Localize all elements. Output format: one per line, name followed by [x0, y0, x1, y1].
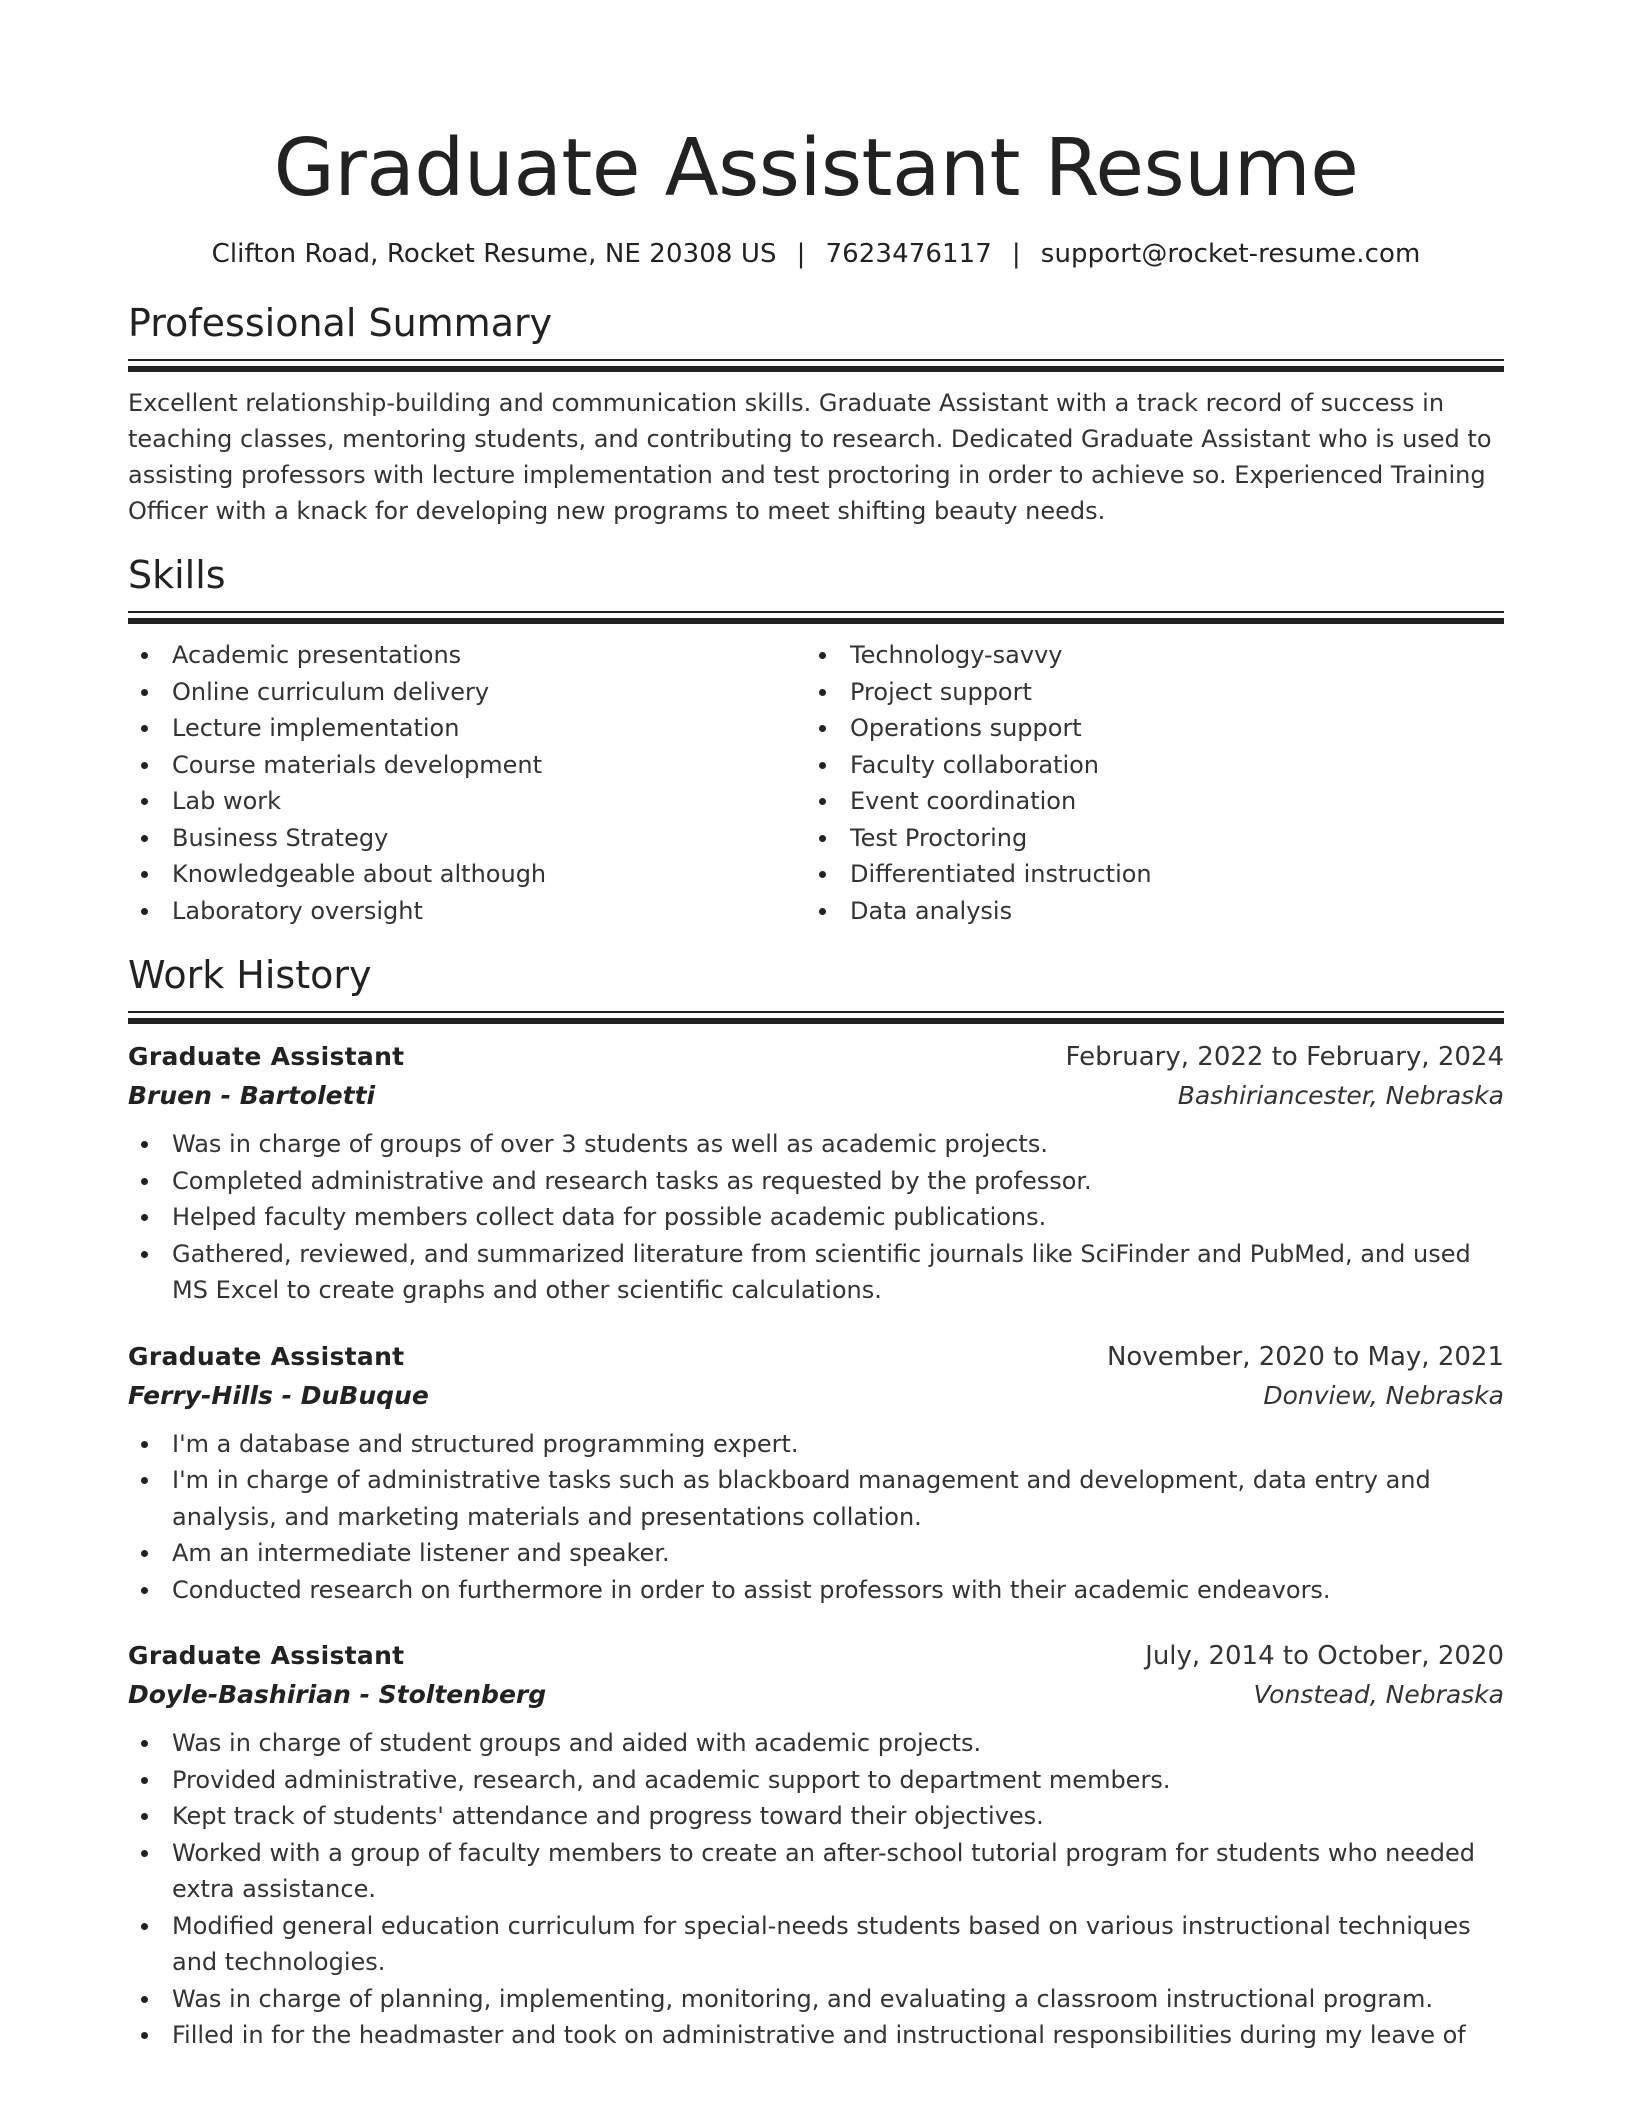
- duty-item: I'm a database and structured programming expert.: [128, 1426, 1504, 1463]
- work-history-section: [128, 951, 1504, 2054]
- contact-separator: |: [796, 239, 806, 269]
- summary-text: Excellent relationship-building and communication skills. Graduate Assistant with a track record of success in teaching classes, mentoring students, and contributing to research. Dedicated Graduate Assistant who is used to assisting professors with lecture implementation and test proctoring in order to achieve so. Experienced Training Officer with a knack for developing new programs to meet shifting beauty needs.: [128, 389, 1492, 525]
- skill-item: Test Proctoring: [806, 820, 1484, 857]
- contact-separator: |: [1011, 239, 1021, 269]
- contact-email: support@rocket-resume.com: [1040, 239, 1421, 269]
- duty-item: Completed administrative and research tasks as requested by the professor.: [128, 1163, 1504, 1200]
- job-title: Graduate Assistant: [128, 1042, 405, 1071]
- duty-item: Modified general education curriculum for special-needs students based on various instructional techniques and technologies.: [128, 1908, 1504, 1981]
- resume-page: [128, 0, 1504, 2054]
- job-entry: [128, 1637, 1504, 2054]
- duty-item: Helped faculty members collect data for possible academic publications.: [128, 1199, 1504, 1236]
- duty-item: Filled in for the headmaster and took on administrative and instructional responsibilities during my leave of: [128, 2017, 1504, 2054]
- job-location: Bashiriancester, Nebraska: [1177, 1081, 1504, 1110]
- skill-item: Lecture implementation: [128, 710, 806, 747]
- job-title: Graduate Assistant: [128, 1341, 405, 1371]
- skill-item: Operations support: [806, 710, 1484, 747]
- skill-item: Lab work: [128, 783, 806, 820]
- job-entry: [128, 1338, 1504, 1609]
- skill-item: Course materials development: [128, 747, 806, 784]
- skill-item: Online curriculum delivery: [128, 674, 806, 711]
- contact-line: [128, 237, 1504, 271]
- job-dates: July, 2014 to October, 2020: [1145, 1641, 1504, 1671]
- job-entry: [128, 1038, 1504, 1309]
- skills-list: [128, 637, 1504, 929]
- skills-column-right: [806, 637, 1484, 929]
- job-duties: [128, 1126, 1504, 1309]
- duty-item: Was in charge of planning, implementing, monitoring, and evaluating a classroom instructional program.: [128, 1981, 1504, 2018]
- skills-heading: Skills: [128, 553, 226, 597]
- duty-item: Was in charge of student groups and aided with academic projects.: [128, 1725, 1504, 1762]
- skill-item: Business Strategy: [128, 820, 806, 857]
- skill-item: Project support: [806, 674, 1484, 711]
- skill-item: Data analysis: [806, 893, 1484, 930]
- job-company: Doyle-Bashirian - Stoltenberg: [128, 1680, 547, 1709]
- section-divider: [128, 1011, 1504, 1024]
- skill-item: Event coordination: [806, 783, 1484, 820]
- contact-address: Clifton Road, Rocket Resume, NE 20308 US: [211, 239, 777, 269]
- duty-item: Kept track of students' attendance and progress toward their objectives.: [128, 1798, 1504, 1835]
- job-location: Donview, Nebraska: [1263, 1380, 1504, 1410]
- summary-section: [128, 299, 1504, 529]
- job-company: Ferry-Hills - DuBuque: [128, 1380, 429, 1410]
- job-dates: February, 2022 to February, 2024: [1065, 1042, 1504, 1072]
- duty-item: I'm in charge of administrative tasks such as blackboard management and development, data entry and analysis, and marketing materials and presentations collation.: [128, 1462, 1504, 1535]
- duty-item: Worked with a group of faculty members to create an after-school tutorial program for students who needed extra assistance.: [128, 1835, 1504, 1908]
- job-duties: [128, 1426, 1504, 1609]
- skill-item: Faculty collaboration: [806, 747, 1484, 784]
- job-location: Vonstead, Nebraska: [1253, 1680, 1504, 1709]
- contact-phone: 7623476117: [825, 239, 992, 269]
- skill-item: Knowledgeable about although: [128, 856, 806, 893]
- skill-item: Technology-savvy: [806, 637, 1484, 674]
- duty-item: Provided administrative, research, and academic support to department members.: [128, 1762, 1504, 1799]
- summary-heading: Professional Summary: [128, 301, 553, 345]
- skill-item: Differentiated instruction: [806, 856, 1484, 893]
- job-title: Graduate Assistant: [128, 1641, 405, 1670]
- duty-item: Was in charge of groups of over 3 students as well as academic projects.: [128, 1126, 1504, 1163]
- section-divider: [128, 359, 1504, 372]
- skills-section: [128, 551, 1504, 929]
- duty-item: Am an intermediate listener and speaker.: [128, 1535, 1504, 1572]
- work-history-heading: Work History: [128, 953, 372, 997]
- job-duties: [128, 1725, 1504, 2054]
- resume-title: Graduate Assistant Resume: [273, 122, 1359, 214]
- skill-item: Laboratory oversight: [128, 893, 806, 930]
- duty-item: Conducted research on furthermore in order to assist professors with their academic endeavors.: [128, 1572, 1504, 1609]
- duty-item: Gathered, reviewed, and summarized literature from scientific journals like SciFinder and PubMed, and used MS Excel to create graphs and other scientific calculations.: [128, 1236, 1504, 1309]
- job-company: Bruen - Bartoletti: [128, 1081, 376, 1110]
- skill-item: Academic presentations: [128, 637, 806, 674]
- skills-column-left: [128, 637, 806, 929]
- job-dates: November, 2020 to May, 2021: [1106, 1341, 1504, 1372]
- section-divider: [128, 611, 1504, 624]
